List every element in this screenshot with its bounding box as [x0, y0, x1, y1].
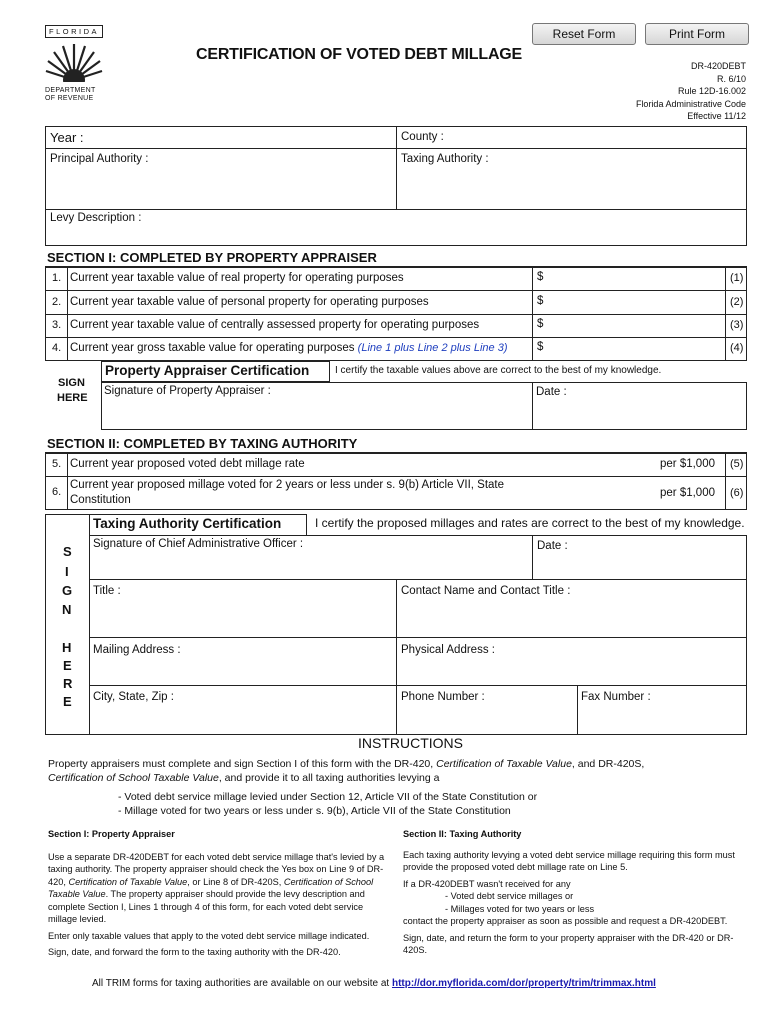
row5-value-input[interactable]: per $1,000 — [660, 458, 715, 470]
row3-number: 3. — [52, 319, 62, 331]
logo-department: DEPARTMENT — [45, 87, 96, 94]
section2-heading: SECTION II: COMPLETED BY TAXING AUTHORITY — [47, 436, 358, 451]
form-code: Florida Administrative Code — [635, 98, 746, 109]
pa-date-field[interactable]: Date : — [536, 386, 567, 398]
row5-number: 5. — [52, 458, 62, 470]
print-form-button[interactable]: Print Form — [645, 23, 749, 45]
form-id: DR-420DEBT — [690, 61, 746, 71]
title-field[interactable]: Title : — [93, 585, 121, 597]
sign-here-2: HERE — [57, 392, 88, 404]
principal-authority-field[interactable]: Principal Authority : — [50, 153, 149, 165]
instructions-bullets: - Voted debt service millage levied under Section 12, Article VII of the State Constitution or - Millage voted for two years or less under s. 9(b), Article VII of the State Constitution — [118, 791, 538, 817]
phone-number-field[interactable]: Phone Number : — [401, 691, 485, 703]
row1-label: Current year taxable value of real property for operating purposes — [70, 272, 404, 284]
row1-code: (1) — [730, 272, 744, 284]
mailing-address-field[interactable]: Mailing Address : — [93, 644, 181, 656]
instructions-heading: INSTRUCTIONS — [358, 735, 463, 751]
logo-revenue: OF REVENUE — [45, 94, 94, 102]
row4-value-input[interactable]: $ — [537, 341, 544, 353]
row4-label: Current year gross taxable value for operating purposes (Line 1 plus Line 2 plus Line 3) — [70, 342, 508, 354]
ta-date-field[interactable]: Date : — [537, 540, 568, 552]
section1-heading: SECTION I: COMPLETED BY PROPERTY APPRAISER — [47, 250, 377, 265]
row6-value-input[interactable]: per $1,000 — [660, 487, 715, 499]
footer: All TRIM forms for taxing authorities are available on our website at http://dor.myflorida.com/dor/property/trim/trimmax.html — [92, 978, 656, 989]
physical-address-field[interactable]: Physical Address : — [401, 644, 495, 656]
row6-label: Current year proposed millage voted for 2 years or less under s. 9(b) Article VII, State — [70, 479, 505, 491]
row6-code: (6) — [730, 487, 744, 499]
ta-cert-text: I certify the proposed millages and rates are correct to the best of my knowledge. — [315, 516, 745, 530]
sign-letter: S — [63, 544, 72, 559]
row4-code: (4) — [730, 342, 744, 354]
row3-label: Current year taxable value of centrally assessed property for operating purposes — [70, 319, 480, 331]
taxing-authority-field[interactable]: Taxing Authority : — [401, 153, 489, 165]
logo-title: FLORIDA — [45, 25, 103, 38]
row3-code: (3) — [730, 319, 744, 331]
pa-cert-text: I certify the taxable values above are correct to the best of my knowledge. — [335, 365, 662, 376]
sun-icon — [45, 38, 103, 82]
row5-label: Current year proposed voted debt millage rate — [70, 458, 305, 470]
row2-code: (2) — [730, 296, 744, 308]
year-field[interactable]: Year : — [50, 130, 84, 145]
sign-letter: G — [62, 583, 73, 598]
row1-value-input[interactable]: $ — [537, 271, 544, 283]
sign-here-1: SIGN — [58, 377, 85, 389]
form-rule: Rule 12D-16.002 — [677, 86, 746, 96]
form-revision: R. 6/10 — [716, 73, 746, 84]
row2-value-input[interactable]: $ — [537, 295, 544, 307]
instructions-intro: Property appraisers must complete and sign Section I of this form with the DR-420, Certification of Taxable Value, and DR-420S, Certification of School Taxable Value, and provide it to all taxing authorities levying a — [48, 758, 645, 784]
florida-dor-logo — [45, 25, 103, 105]
trim-forms-link[interactable]: http://dor.myflorida.com/dor/property/trim/trimmax.html — [391, 978, 656, 989]
sign-letter: N — [62, 602, 72, 617]
sign-letter: R — [63, 676, 73, 691]
reset-form-button[interactable]: Reset Form — [532, 23, 636, 45]
pa-cert-title: Property Appraiser Certification — [105, 363, 310, 378]
instructions-section1: Section I: Property Appraiser Use a separate DR-420DEBT for each voted debt service millage that's levied by a taxing authority. The property appraiser should check the Yes box on Line 9 of DR-420, Certification of Taxable Value, or Line 8 of DR-420S, Certification of School Taxable Value. The property appraiser should provide the levy description and complete Section I, Lines 1 through 4 of this form, for each voted debt service millage levied. Enter only taxable values that apply to the voted debt service millage indicated. Sign, date, and forward the form to the taxing authority with the DR-420. — [48, 829, 385, 957]
contact-name-field[interactable]: Contact Name and Contact Title : — [401, 585, 571, 597]
row6-label-2: Constitution — [70, 494, 131, 506]
sign-letter: H — [62, 640, 72, 655]
row1-number: 1. — [52, 272, 62, 284]
pa-signature-field[interactable]: Signature of Property Appraiser : — [104, 385, 271, 397]
row4-number: 4. — [52, 342, 62, 354]
levy-description-field[interactable]: Levy Description : — [50, 212, 142, 224]
row2-label: Current year taxable value of personal property for operating purposes — [70, 296, 429, 308]
row6-number: 6. — [52, 486, 62, 498]
form-effective: Effective 11/12 — [687, 111, 746, 121]
city-state-zip-field[interactable]: City, State, Zip : — [93, 691, 174, 703]
sign-letter: E — [63, 658, 72, 673]
instructions-section2: Section II: Taxing Authority Each taxing authority levying a voted debt service millage requiring this form must provide the proposed voted debt millage rate on Line 5. If a DR-420DEBT wasn't received for any - Voted debt service millages or - Millages voted for two years or less contact the property appraiser as soon as possible and request a DR-420DEBT. Sign, date, and return the form to your property appraiser with the DR-420 or DR-420S. — [403, 829, 735, 955]
fax-number-field[interactable]: Fax Number : — [581, 691, 651, 703]
sign-letter: I — [65, 564, 69, 579]
row4-formula: (Line 1 plus Line 2 plus Line 3) — [357, 342, 508, 354]
row2-number: 2. — [52, 296, 62, 308]
ta-signature-box — [89, 535, 747, 735]
form-meta — [636, 60, 746, 123]
ta-cert-title: Taxing Authority Certification — [93, 516, 282, 531]
row5-code: (5) — [730, 458, 744, 470]
cao-signature-field[interactable]: Signature of Chief Administrative Officer : — [93, 538, 304, 550]
sign-letter: E — [63, 694, 72, 709]
row3-value-input[interactable]: $ — [537, 318, 544, 330]
county-field[interactable]: County : — [401, 131, 444, 143]
form-title: CERTIFICATION OF VOTED DEBT MILLAGE — [196, 46, 523, 63]
